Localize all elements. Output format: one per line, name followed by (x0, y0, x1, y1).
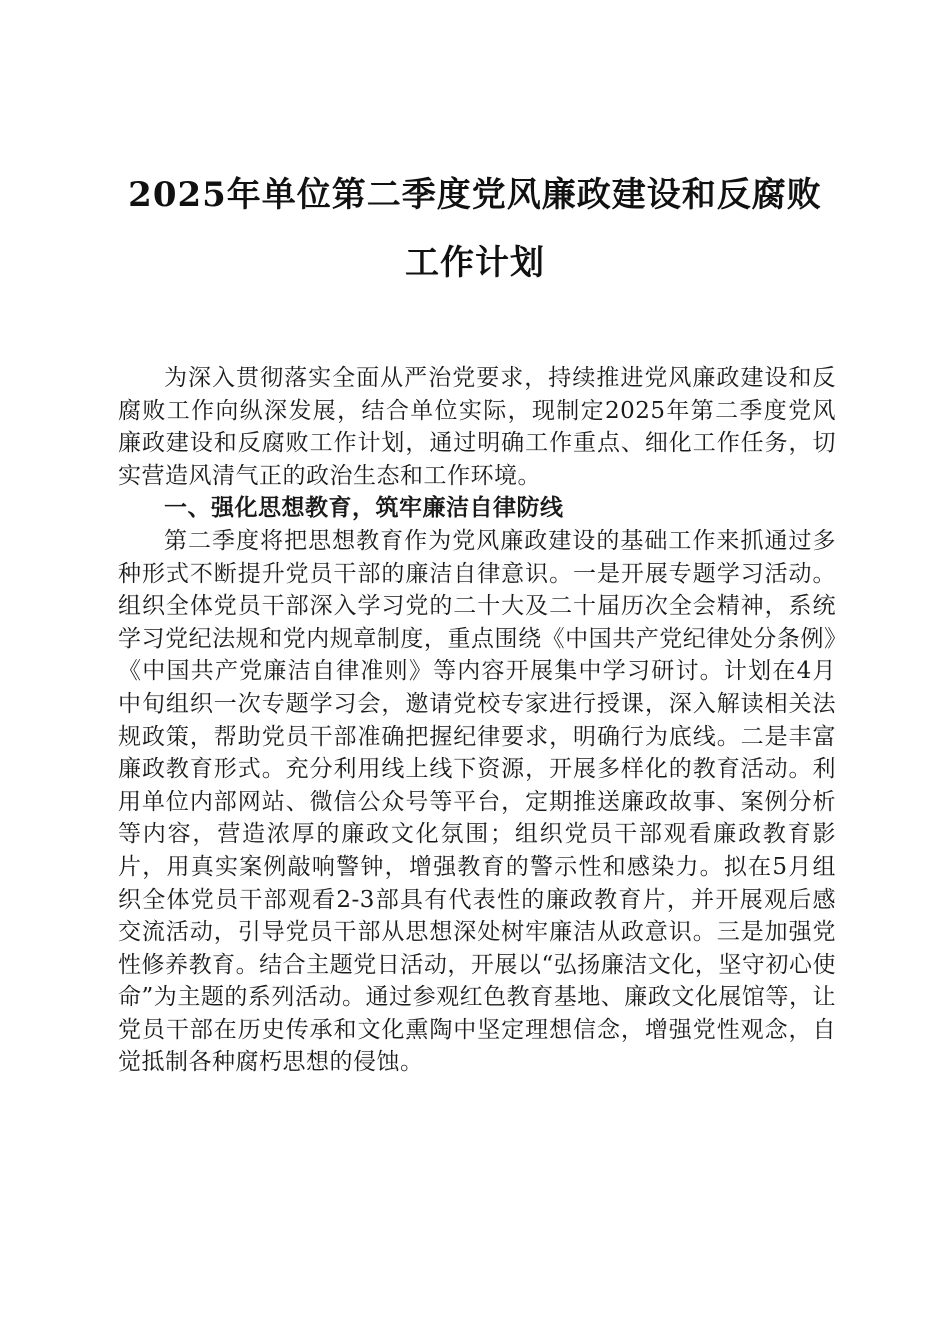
section-1-paragraph: 第二季度将把思想教育作为党风廉政建设的基础工作来抓通过多种形式不断提升党员干部的廉洁自律意识。一是开展专题学习活动。组织全体党员干部深入学习党的二十大及二十届历次全会精神，系统学习党纪法规和党内规章制度，重点围绕《中国共产党纪律处分条例》《中国共产党廉洁自律准则》等内容开展集中学习研讨。计划在4月中旬组织一次专题学习会，邀请党校专家进行授课，深入解读相关法规政策，帮助党员干部准确把握纪律要求，明确行为底线。二是丰富廉政教育形式。充分利用线上线下资源，开展多样化的教育活动。利用单位内部网站、微信公众号等平台，定期推送廉政故事、案例分析等内容，营造浓厚的廉政文化氛围；组织党员干部观看廉政教育影片，用真实案例敲响警钟，增强教育的警示性和感染力。拟在5月组织全体党员干部观看2-3部具有代表性的廉政教育片，并开展观后感交流活动，引导党员干部从思想深处树牢廉洁从政意识。三是加强党性修养教育。结合主题党日活动，开展以“弘扬廉洁文化，坚守初心使命”为主题的系列活动。通过参观红色教育基地、廉政文化展馆等，让党员干部在历史传承和文化熏陶中坚定理想信念，增强党性观念，自觉抵制各种腐朽思想的侵蚀。 (118, 527, 836, 1076)
document-title-line-1: 2025年单位第二季度党风廉政建设和反腐败 (128, 175, 822, 215)
section-1-heading: 一、强化思想教育，筑牢廉洁自律防线 (164, 495, 564, 522)
document-body (118, 362, 836, 1079)
document-title-line-2: 工作计划 (405, 243, 545, 283)
intro-paragraph: 为深入贯彻落实全面从严治党要求，持续推进党风廉政建设和反腐败工作向纵深发展，结合单位实际，现制定2025年第二季度党风廉政建设和反腐败工作计划，通过明确工作重点、细化工作任务，切实营造风清气正的政治生态和工作环境。 (118, 365, 836, 489)
